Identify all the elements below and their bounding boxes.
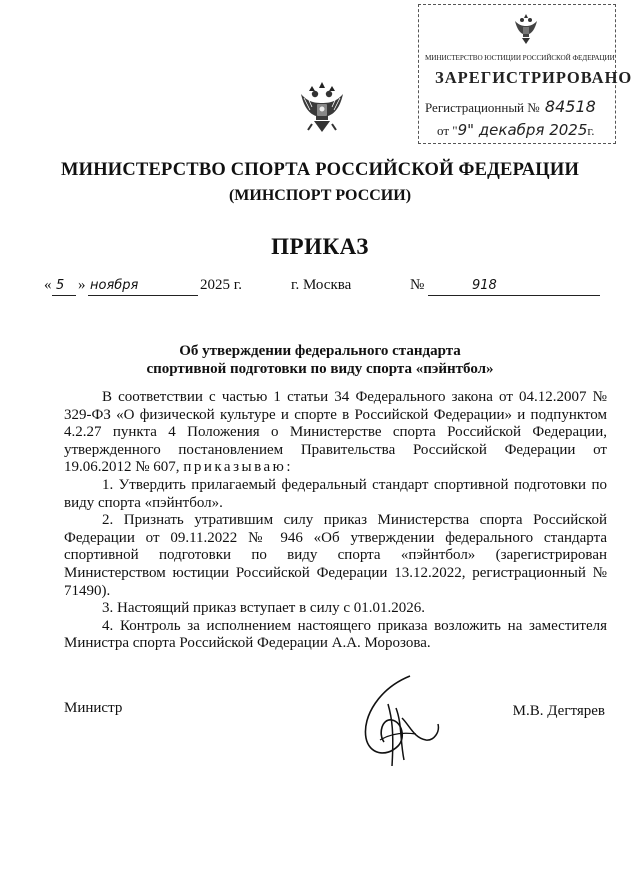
order-number-label: № [410, 277, 425, 293]
signer-position: Министр [64, 700, 123, 716]
month-underline [88, 295, 198, 296]
registration-stamp [418, 4, 633, 144]
order-month: ноября [90, 278, 139, 293]
day-underline [52, 295, 76, 296]
stamp-year-suffix: г. [587, 123, 595, 138]
date-close-quote: » [78, 277, 86, 293]
number-underline [428, 295, 600, 296]
item-1: 1. Утвердить прилагаемый федеральный стандарт спортивной подготовки по виду спорта «пэйнтбол». [64, 476, 607, 511]
ministry-title: МИНИСТЕРСТВО СПОРТА РОССИЙСКОЙ ФЕДЕРАЦИИ [60, 160, 580, 180]
subject-line-2: спортивной подготовки по виду спорта «пэйнтбол» [146, 361, 494, 377]
order-title: ПРИКАЗ [271, 234, 369, 259]
stamp-registered-text: ЗАРЕГИСТРИРОВАНО [435, 68, 633, 87]
stamp-reg-number-value: 84518 [544, 97, 596, 116]
item-4: 4. Контроль за исполнением настоящего приказа возложить на заместителя Министра спорта Российской Федерации А.А. Морозова. [64, 617, 607, 652]
stamp-ministry-text: МИНИСТЕРСТВО ЮСТИЦИИ РОССИЙСКОЙ ФЕДЕРАЦИИ [425, 54, 615, 62]
handwritten-signature [340, 668, 450, 778]
item-3: 3. Настоящий приказ вступает в силу с 01.01.2026. [102, 600, 425, 617]
stamp-from-prefix: от " [437, 123, 458, 138]
stamp-month-year: " декабря 2025 [467, 121, 588, 139]
intro-paragraph [64, 389, 607, 477]
stamp-day: 9 [457, 121, 468, 139]
subject-line-1: Об утверждении федерального стандарта [179, 343, 461, 359]
order-number: 918 [472, 278, 497, 293]
item-2: 2. Признать утратившим силу приказ Министерства спорта Российской Федерации от 09.11.2022 № 946 «Об утверждении федерального стандарта спортивной подготовки по виду спорта «пэйнтбол» (зарегистрирован Министерством юстиции Российской Федерации 13.12.2022, регистрационный № 71490). [64, 512, 607, 599]
order-body [64, 389, 607, 653]
intro-verb: приказываю: [183, 459, 294, 476]
intro-text: В соответствии с частью 1 статьи 34 Федерального закона от 04.12.2007 № 329-ФЗ «О физической культуре и спорте в Российской Федерации» и подпунктом 4.2.27 пункта 4 Положения о Министерстве спорта Российской Федерации, утвержденного постановлением Правительства Российской Федерации от 19.06.2012 № 607, [64, 389, 607, 476]
stamp-reg-number-line [425, 97, 596, 116]
order-date-line [0, 277, 640, 301]
coat-of-arms-icon [298, 80, 346, 136]
order-city: г. Москва [291, 277, 352, 293]
order-day: 5 [56, 278, 65, 293]
date-open-quote: « [44, 277, 52, 293]
stamp-emblem-icon [511, 11, 541, 47]
ministry-short-name: (МИНСПОРТ РОССИИ) [228, 187, 412, 204]
stamp-reg-number-label: Регистрационный № [425, 100, 540, 115]
order-year: 2025 г. [200, 277, 242, 293]
stamp-date-line [437, 121, 595, 139]
order-subject [0, 342, 640, 378]
signer-name: М.В. Дегтярев [512, 703, 605, 719]
